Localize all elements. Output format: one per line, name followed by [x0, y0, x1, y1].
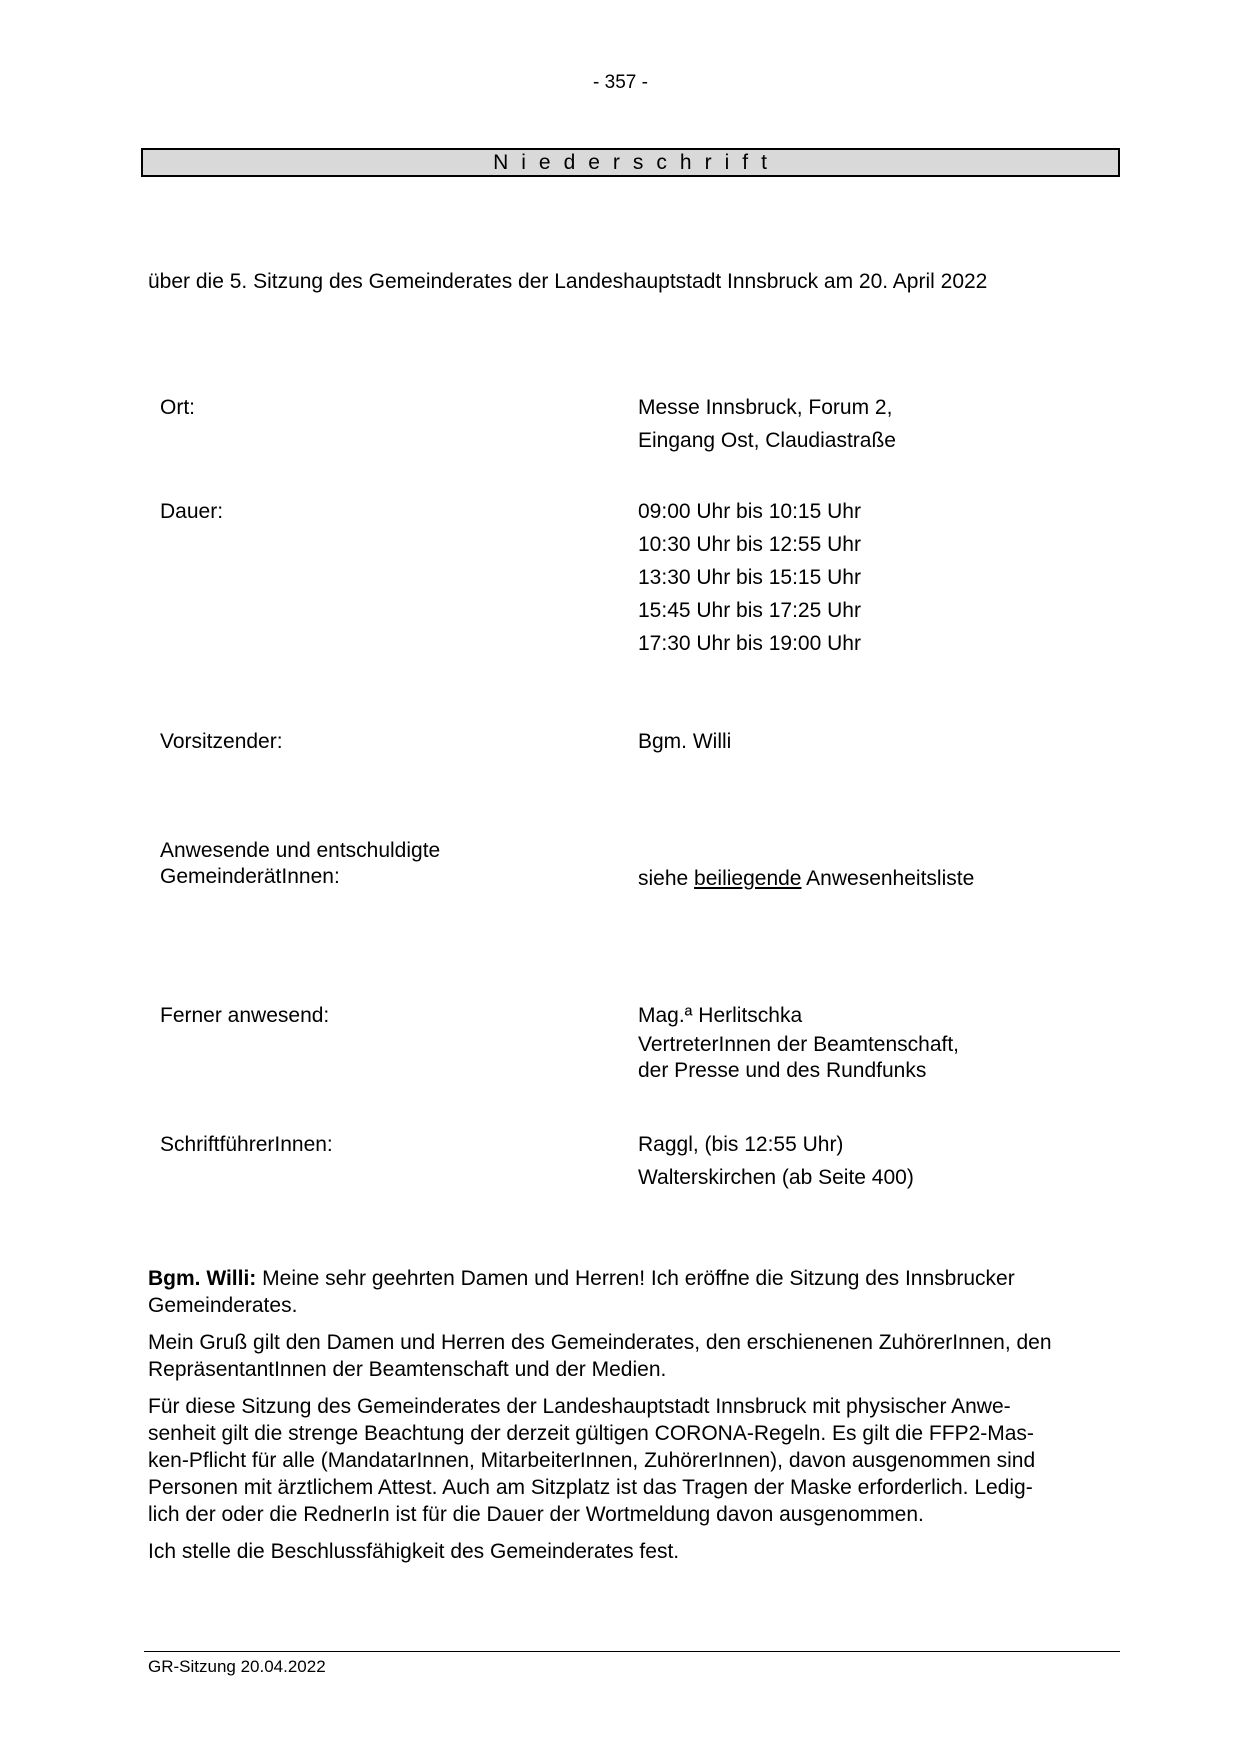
dauer-line: 17:30 Uhr bis 19:00 Uhr — [638, 632, 861, 655]
dauer-line: 15:45 Uhr bis 17:25 Uhr — [638, 599, 861, 622]
anwesende-value-suffix: Anwesenheitsliste — [801, 867, 975, 890]
footer-text: GR-Sitzung 20.04.2022 — [148, 1657, 326, 1676]
ort-label: Ort: — [160, 396, 195, 419]
footer-divider — [144, 1651, 1120, 1652]
speech-line: ken-Pflicht für alle (MandatarInnen, MitarbeiterInnen, ZuhörerInnen), davon ausgenommen sind — [148, 1449, 1036, 1472]
anwesende-value-prefix: siehe — [638, 867, 695, 890]
ferner-line: VertreterInnen der Beamtenschaft, — [638, 1033, 960, 1056]
dauer-label: Dauer: — [160, 500, 224, 523]
schriftfuehrer-label: SchriftführerInnen: — [160, 1133, 333, 1156]
ferner-value — [638, 999, 959, 1084]
anwesende-value-underlined: beiliegende — [694, 867, 802, 890]
schriftfuehrer-line: Walterskirchen (ab Seite 400) — [638, 1166, 914, 1189]
speech-paragraph: Mein Gruß gilt den Damen und Herren des Gemeinderates, den erschienenen ZuhörerInnen, den RepräsentantInnen der Beamtenschaft und der Medien. — [148, 1331, 1052, 1381]
ferner-line: der Presse und des Rundfunks — [638, 1059, 927, 1082]
dauer-value — [638, 495, 861, 660]
ferner-line: Mag.ª Herlitschka — [638, 1004, 803, 1027]
document-title: Niederschrift — [141, 148, 1120, 177]
anwesende-label-line: GemeinderätInnen: — [160, 865, 340, 888]
ort-line: Messe Innsbruck, Forum 2, — [638, 396, 893, 419]
vorsitzender-label: Vorsitzender: — [160, 730, 283, 753]
intro-text: über die 5. Sitzung des Gemeinderates der Landeshauptstadt Innsbruck am 20. April 2022 — [148, 270, 988, 293]
schriftfuehrer-line: Raggl, (bis 12:55 Uhr) — [638, 1133, 844, 1156]
speech-line: Personen mit ärztlichem Attest. Auch am Sitzplatz ist das Tragen der Maske erforderlich. Ledig- — [148, 1476, 1033, 1499]
dauer-line: 13:30 Uhr bis 15:15 Uhr — [638, 566, 861, 589]
dauer-line: 10:30 Uhr bis 12:55 Uhr — [638, 533, 861, 556]
ort-line: Eingang Ost, Claudiastraße — [638, 429, 896, 452]
vorsitzender-value: Bgm. Willi — [638, 730, 732, 753]
speech-text: Meine sehr geehrten Damen und Herren! Ich eröffne die Sitzung des Innsbrucker Gemeinderates. — [148, 1267, 1015, 1317]
ferner-label: Ferner anwesend: — [160, 1004, 330, 1027]
speech-line: senheit gilt die strenge Beachtung der derzeit gültigen CORONA-Regeln. Es gilt die FFP2-Mas- — [148, 1422, 1034, 1445]
speech-paragraph: Ich stelle die Beschlussfähigkeit des Gemeinderates fest. — [148, 1540, 680, 1563]
speech-paragraph — [148, 1265, 1118, 1319]
anwesende-label-line: Anwesende und entschuldigte — [160, 839, 441, 862]
speaker-name: Bgm. Willi: — [148, 1267, 257, 1290]
speech-paragraph — [148, 1393, 1118, 1528]
speech-line: lich der oder die RednerIn ist für die Dauer der Wortmeldung davon ausgenommen. — [148, 1503, 924, 1526]
dauer-line: 09:00 Uhr bis 10:15 Uhr — [638, 500, 861, 523]
speech-line: Für diese Sitzung des Gemeinderates der Landeshauptstadt Innsbruck mit physischer Anwe- — [148, 1395, 1011, 1418]
ort-value — [638, 391, 896, 457]
page-number: - 357 - — [593, 72, 648, 93]
speech-body — [148, 1265, 1118, 1575]
schriftfuehrer-value — [638, 1128, 914, 1194]
anwesende-label — [160, 838, 440, 890]
anwesende-value — [638, 862, 974, 895]
